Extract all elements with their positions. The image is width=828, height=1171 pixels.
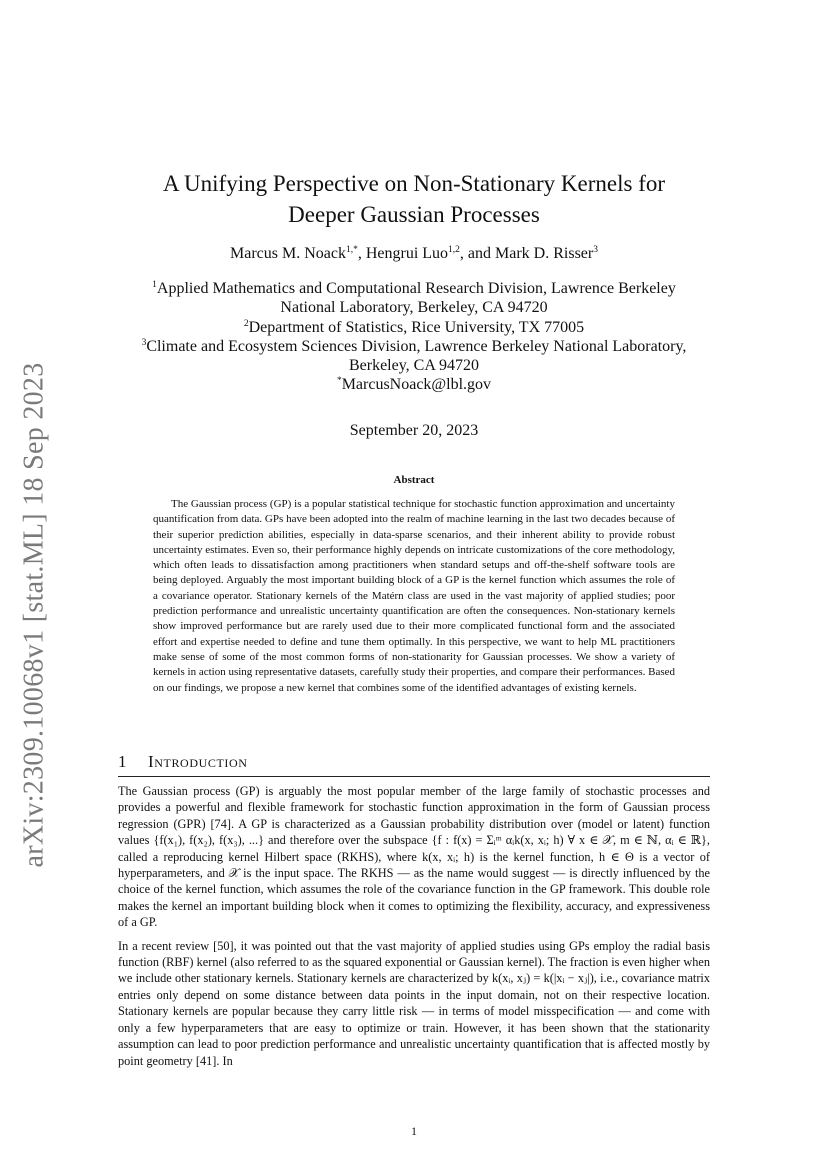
paragraph: In a recent review [50], it was pointed out that the vast majority of applied studies using GPs employ the radial basis function (RBF) kernel (also referred to as the squared exponential or Gaussian kernel). The fraction is even higher when we include other stationary kernels. Stationary kernels are characterized by k(xᵢ, xⱼ) = k(|xᵢ − xⱼ|), i.e., covariance matrix entries only depend on some distance between data points in the input domain, not on their respective location. Stationary kernels are popular because they carry little risk — in terms of model misspecification — and come with only a few hyperparameters that are easy to optimize or train. However, it has been shown that the stationarity assumption can lead to poor prediction performance and unrealistic uncertainty quantification that is affected mostly by point geometry [41]. In	[118, 938, 710, 1068]
contact-email: MarcusNoack@lbl.gov	[341, 376, 492, 394]
author-list	[100, 243, 728, 265]
affiliation-marker: 1	[152, 280, 157, 290]
affiliations	[110, 279, 718, 395]
affiliation-line	[110, 298, 718, 317]
publication-date: September 20, 2023	[349, 422, 479, 439]
affiliation-line	[110, 356, 718, 375]
affiliation-text: Climate and Ecosystem Sciences Division, Lawrence Berkeley National Laboratory,	[146, 337, 687, 355]
abstract-text: The Gaussian process (GP) is a popular statistical technique for stochastic function approximation and uncertainty quantification from data. GPs have been adopted into the realm of machine learning in the last two decades because of their superior prediction abilities, especially in data-sparse scenarios, and their inherent ability to provide robust uncertainty estimates. Even so, their performance highly depends on intricate customizations of the core methodology, which often leads to dissatisfaction among practitioners when standard setups and off-the-shelf software tools are being deployed. Arguably the most important building block of a GP is the kernel function which assumes the role of a covariance operator. Stationary kernels of the Matérn class are used in the vast majority of applied studies; poor prediction performance and unrealistic uncertainty quantification are often the consequences. Non-stationary kernels show improved performance but are rarely used due to their more complicated functional form and the associated effort and expertise needed to define and tune them optimally. In this perspective, we want to help ML practitioners make sense of some of the most common forms of non-stationarity for Gaussian processes. We show a variety of kernels in action using representative datasets, carefully study their properties, and compare their performances. Based on our findings, we propose a new kernel that combines some of the identified advantages of existing kernels.	[153, 498, 676, 694]
body-text	[118, 783, 710, 1076]
affiliation-line	[110, 318, 718, 337]
affiliation-text: Berkeley, CA 94720	[348, 357, 480, 375]
author-marker: 1,2	[448, 245, 460, 255]
author-name: , and Mark D. Risser	[459, 245, 594, 262]
affiliation-marker: 3	[141, 337, 147, 348]
abstract-heading: Abstract	[393, 474, 435, 486]
author-name: , Hengrui Luo	[357, 245, 449, 262]
title-line-1: A Unifying Perspective on Non-Stationary Kernels for	[162, 171, 666, 196]
affiliation-line	[110, 279, 718, 298]
section-title: Introduction	[148, 752, 248, 771]
affiliation-text: Applied Mathematics and Computational Research Division, Lawrence Berkeley	[156, 280, 676, 297]
affiliation-text: Department of Statistics, Rice University, TX 77005	[248, 318, 585, 336]
paper-title	[100, 168, 728, 230]
affiliation-text: National Laboratory, Berkeley, CA 94720	[280, 299, 548, 317]
affiliation-marker: *	[336, 376, 342, 387]
affiliation-line	[110, 337, 718, 356]
arxiv-identifier: arXiv:2309.10068v1 [stat.ML] 18 Sep 2023	[19, 362, 50, 868]
page-number: 1	[411, 1124, 417, 1138]
arxiv-side-stamp	[14, 355, 56, 875]
author-marker: 1,*	[345, 245, 358, 255]
paragraph: The Gaussian process (GP) is arguably the most popular member of the large family of stochastic processes and provides a powerful and flexible framework for stochastic function approximation in the form of Gaussian process regression (GPR) [74]. A GP is characterized as a Gaussian probability distribution over (model or latent) function values {f(x₁), f(x₂), f(x₃), ...} and therefore over the subspace {f : f(x) = Σᵢᵐ αᵢk(x, xᵢ; h) ∀ x ∈ 𝒳, m ∈ ℕ, αᵢ ∈ ℝ}, called a reproducing kernel Hilbert space (RKHS), where k(x, xᵢ; h) is the kernel function, h ∈ Θ is a vector of hyperparameters, and 𝒳 is the input space. The RKHS — as the name would suggest — is directly influenced by the choice of the kernel function, which assumes the role of the covariance function in the GP framework. This double role makes the kernel an important building block when it comes to optimizing the flexibility, accuracy, and expressiveness of a GP.	[118, 784, 710, 930]
title-line-2: Deeper Gaussian Processes	[288, 202, 540, 227]
author-marker: 3	[593, 245, 598, 255]
author-name: Marcus M. Noack	[230, 245, 346, 262]
affiliation-marker: 2	[243, 318, 249, 329]
affiliation-line	[110, 375, 718, 394]
section-heading	[118, 751, 710, 777]
section-number: 1	[118, 752, 127, 771]
